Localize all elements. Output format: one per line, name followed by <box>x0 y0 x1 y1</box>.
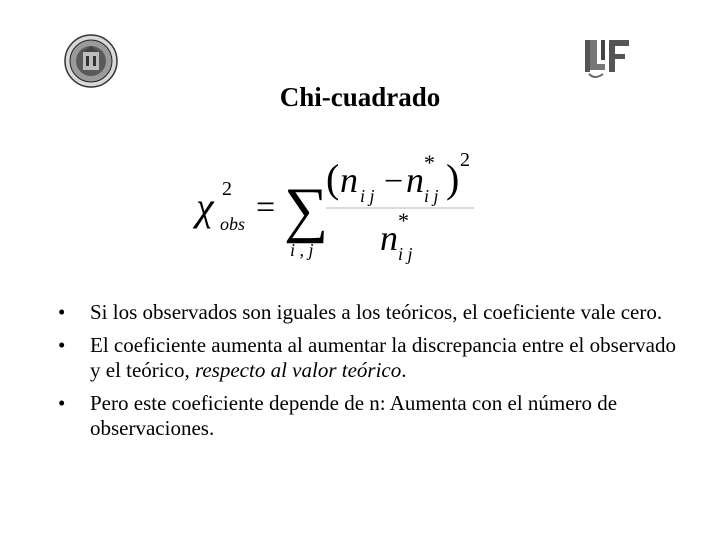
formula-chi: χ <box>196 184 214 229</box>
formula-num-n2-sub: i j <box>424 186 439 206</box>
bullet-text-end: . <box>401 358 407 382</box>
bullet-marker: • <box>58 332 66 357</box>
bullet-text: Si los observados son iguales a los teóricos, el coeficiente vale cero. <box>90 300 663 324</box>
formula-num-n1-sub: i j <box>360 186 375 206</box>
bullet-marker: • <box>58 300 66 324</box>
ulpgc-logo-icon <box>583 38 633 82</box>
formula-num-rparen: ) <box>446 156 460 201</box>
bullet-text-italic: respecto al valor teórico <box>194 358 402 382</box>
formula-num-n1: n <box>340 160 358 200</box>
formula-num-minus: − <box>384 163 404 200</box>
formula-den-star: * <box>398 208 409 233</box>
formula-den-n: n <box>380 218 398 258</box>
formula-chi-sub: obs <box>220 214 246 234</box>
formula-sum: ∑ <box>284 176 329 244</box>
chi-square-formula <box>190 140 490 270</box>
bullet-marker: • <box>58 390 66 415</box>
formula-sum-sub: i , j <box>290 240 314 260</box>
university-seal-icon <box>64 34 118 88</box>
bullet-list <box>58 300 678 449</box>
formula-num-lparen: ( <box>326 156 340 201</box>
formula-num-n2: n <box>406 160 424 200</box>
bullet-text: El coeficiente aumenta al aumentar la discrepancia entre el observado y el teórico, <box>90 332 676 382</box>
formula-chi-sup: 2 <box>222 178 232 200</box>
list-item <box>58 391 678 442</box>
formula-den-sub: i j <box>398 244 413 264</box>
list-item <box>58 333 678 384</box>
formula-equals: = <box>256 189 276 226</box>
list-item <box>58 300 678 326</box>
formula-num-sup: 2 <box>460 149 470 171</box>
slide-title: Chi-cuadrado <box>279 82 441 112</box>
bullet-text: Pero este coeficiente depende de n: Aumenta con el número de observaciones. <box>90 390 618 440</box>
formula-num-star: * <box>424 150 435 175</box>
